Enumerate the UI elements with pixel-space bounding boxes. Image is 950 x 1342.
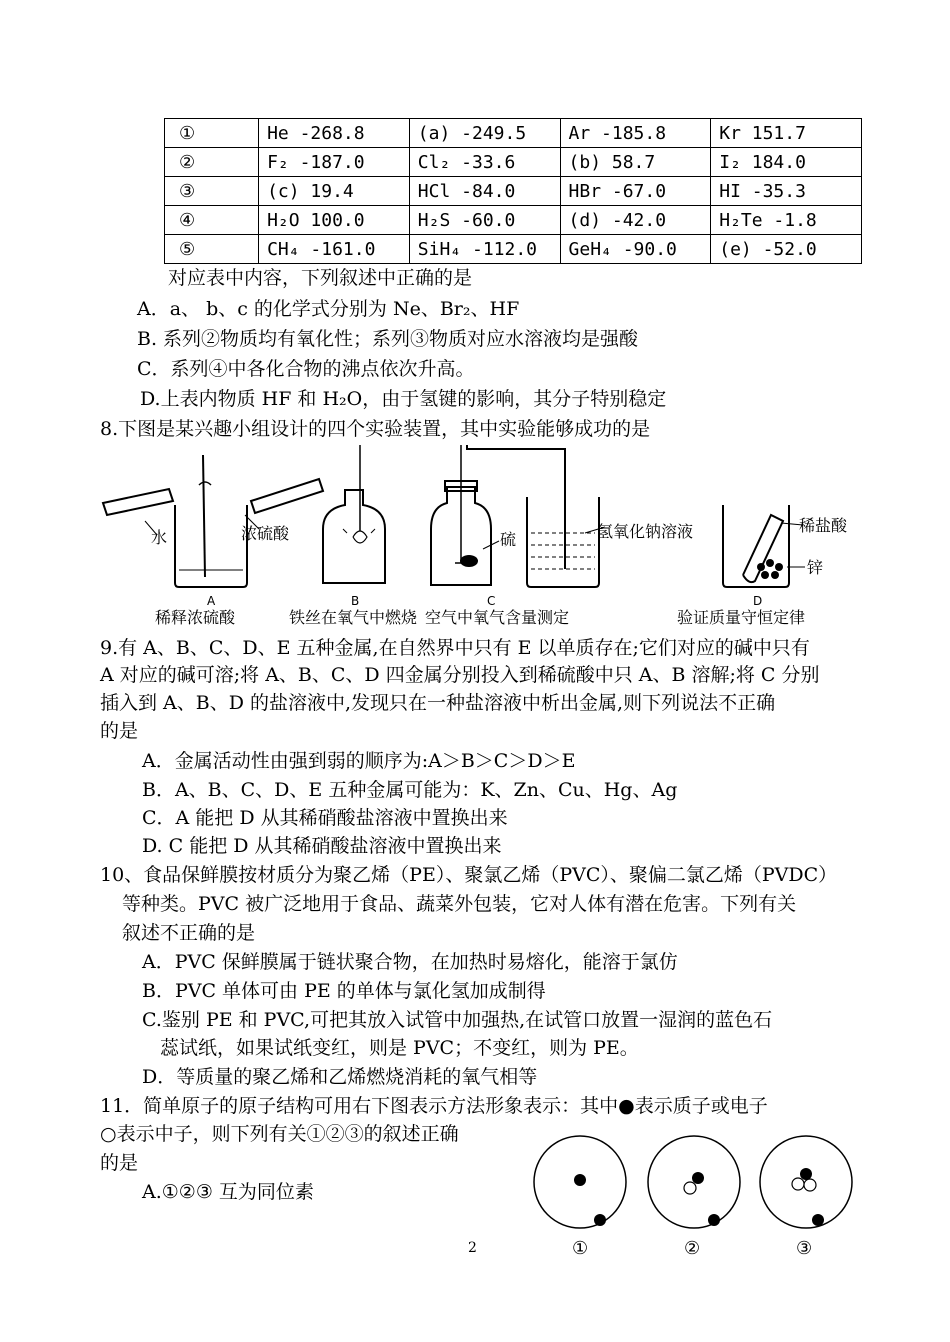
q11-line-3: 的是 — [100, 1152, 139, 1174]
table-cell: HI -35.3 — [711, 177, 862, 206]
q7-option-b: B. 系列②物质均有氧化性；系列③物质对应水溶液均是强酸 — [137, 328, 639, 350]
table-cell: H₂S -60.0 — [409, 206, 560, 235]
caption-b: 铁丝在氧气中燃烧 — [289, 608, 418, 627]
table-cell: (e) -52.0 — [711, 235, 862, 264]
q7-option-a: A．a、 b、c 的化学式分别为 Ne、Br₂、HF — [137, 298, 520, 320]
neutron-icon — [792, 1178, 804, 1190]
row-number: ① — [165, 119, 259, 148]
table-cell: (c) 19.4 — [259, 177, 410, 206]
label-zinc: 锌 — [807, 558, 824, 577]
table-cell: (a) -249.5 — [409, 119, 560, 148]
q10-line-1: 10、食品保鲜膜按材质分为聚乙烯（PE）、聚氯乙烯（PVC）、聚偏二氯乙烯（PVDC） — [100, 864, 838, 886]
apparatus-a — [103, 455, 323, 587]
table-cell: Cl₂ -33.6 — [409, 148, 560, 177]
caption-letter-c: C — [487, 594, 496, 608]
q11-line-1: 11．简单原子的原子结构可用右下图表示方法形象表示：其中●表示质子或电子 — [100, 1095, 768, 1117]
q9-option-c: C．A 能把 D 从其稀硝酸盐溶液中置换出来 — [142, 807, 508, 829]
q11-option-a: A.①②③ 互为同位素 — [142, 1181, 314, 1203]
electron-icon — [812, 1214, 824, 1226]
q10-line-3: 叙述不正确的是 — [122, 922, 256, 944]
atom-label-3: ③ — [796, 1238, 813, 1259]
caption-letter-d: D — [753, 594, 763, 608]
table-cell: (b) 58.7 — [560, 148, 711, 177]
caption-c: 空气中氧气含量测定 — [425, 608, 570, 627]
page-number: 2 — [468, 1240, 477, 1256]
table-row — [165, 148, 862, 177]
q9-line-3: 插入到 A、B、D 的盐溶液中,发现只在一种盐溶液中析出金属,则下列说法不正确 — [100, 692, 776, 714]
table-cell: Ar -185.8 — [560, 119, 711, 148]
table-row — [165, 206, 862, 235]
atom-structure-figure — [530, 1130, 860, 1260]
row-number: ④ — [165, 206, 259, 235]
neutron-icon — [804, 1179, 816, 1191]
row-number: ② — [165, 148, 259, 177]
table-row — [165, 119, 862, 148]
atom-label-2: ② — [684, 1238, 701, 1259]
table-cell: He -268.8 — [259, 119, 410, 148]
table-cell: CH₄ -161.0 — [259, 235, 410, 264]
q9-option-a: A．金属活动性由强到弱的顺序为:A＞B＞C＞D＞E — [142, 750, 576, 772]
proton-icon — [692, 1172, 704, 1184]
table-cell: HCl -84.0 — [409, 177, 560, 206]
electron-icon — [594, 1214, 606, 1226]
table-cell: Kr 151.7 — [711, 119, 862, 148]
row-number: ⑤ — [165, 235, 259, 264]
neutron-icon — [684, 1182, 696, 1194]
table-cell: H₂O 100.0 — [259, 206, 410, 235]
experiment-apparatus-figure — [95, 445, 865, 630]
q9-line-2: A 对应的碱可溶;将 A、B、C、D 四金属分别投入到稀硫酸中只 A、B 溶解;将 C 分别 — [100, 664, 820, 686]
q10-line-2: 等种类。PVC 被广泛地用于食品、蔬菜外包装，它对人体有潜在危害。下列有关 — [122, 893, 797, 915]
q7-stem: 对应表中内容，下列叙述中正确的是 — [168, 267, 473, 289]
table-row — [165, 235, 862, 264]
q10-option-c-line-1: C.鉴别 PE 和 PVC,可把其放入试管中加强热,在试管口放置一湿润的蓝色石 — [142, 1009, 773, 1031]
caption-d: 验证质量守恒定律 — [677, 608, 806, 627]
q9-option-b: B．A、B、C、D、E 五种金属可能为：K、Zn、Cu、Hg、Ag — [142, 779, 678, 801]
label-naoh-solution: 氢氧化钠溶液 — [597, 522, 694, 541]
apparatus-c — [431, 445, 605, 587]
electron-icon — [708, 1214, 720, 1226]
atom-label-1: ① — [572, 1238, 589, 1259]
label-conc-sulfuric-acid: 浓硫酸 — [241, 524, 290, 543]
q7-option-c: C．系列④中各化合物的沸点依次升高。 — [137, 358, 475, 380]
label-water: 水 — [151, 528, 168, 547]
caption-letter-a: A — [207, 594, 216, 608]
table-cell: (d) -42.0 — [560, 206, 711, 235]
q10-option-d: D．等质量的聚乙烯和乙烯燃烧消耗的氧气相等 — [142, 1066, 538, 1088]
table-cell: HBr -67.0 — [560, 177, 711, 206]
q9-line-4: 的是 — [100, 720, 139, 742]
row-number: ③ — [165, 177, 259, 206]
table-cell: H₂Te -1.8 — [711, 206, 862, 235]
q9-line-1: 9.有 A、B、C、D、E 五种金属,在自然界中只有 E 以单质存在;它们对应的碱中只有 — [100, 637, 810, 659]
q7-option-d: D.上表内物质 HF 和 H₂O，由于氢键的影响，其分子特别稳定 — [140, 388, 667, 410]
label-sulfur: 硫 — [500, 530, 517, 549]
q10-option-c-line-2: 蕊试纸，如果试纸变红，则是 PVC；不变红，则为 PE。 — [160, 1037, 639, 1059]
q10-option-b: B．PVC 单体可由 PE 的单体与氯化氢加成制得 — [142, 980, 546, 1002]
label-dilute-hcl: 稀盐酸 — [799, 516, 848, 535]
caption-letter-b: B — [351, 594, 360, 608]
table-cell: SiH₄ -112.0 — [409, 235, 560, 264]
apparatus-b — [323, 445, 385, 583]
q8-stem: 8.下图是某兴趣小组设计的四个实验装置，其中实验能够成功的是 — [100, 418, 651, 440]
table-cell: I₂ 184.0 — [711, 148, 862, 177]
boiling-point-table — [164, 118, 862, 264]
q10-option-a: A．PVC 保鲜膜属于链状聚合物，在加热时易熔化，能溶于氯仿 — [142, 951, 678, 973]
table-cell: GeH₄ -90.0 — [560, 235, 711, 264]
q9-option-d: D. C 能把 D 从其稀硝酸盐溶液中置换出来 — [142, 835, 502, 857]
q11-line-2: ○表示中子，则下列有关①②③的叙述正确 — [100, 1123, 459, 1145]
table-cell: F₂ -187.0 — [259, 148, 410, 177]
caption-a: 稀释浓硫酸 — [155, 608, 236, 627]
table-row — [165, 177, 862, 206]
proton-icon — [574, 1174, 586, 1186]
proton-icon — [800, 1168, 812, 1180]
